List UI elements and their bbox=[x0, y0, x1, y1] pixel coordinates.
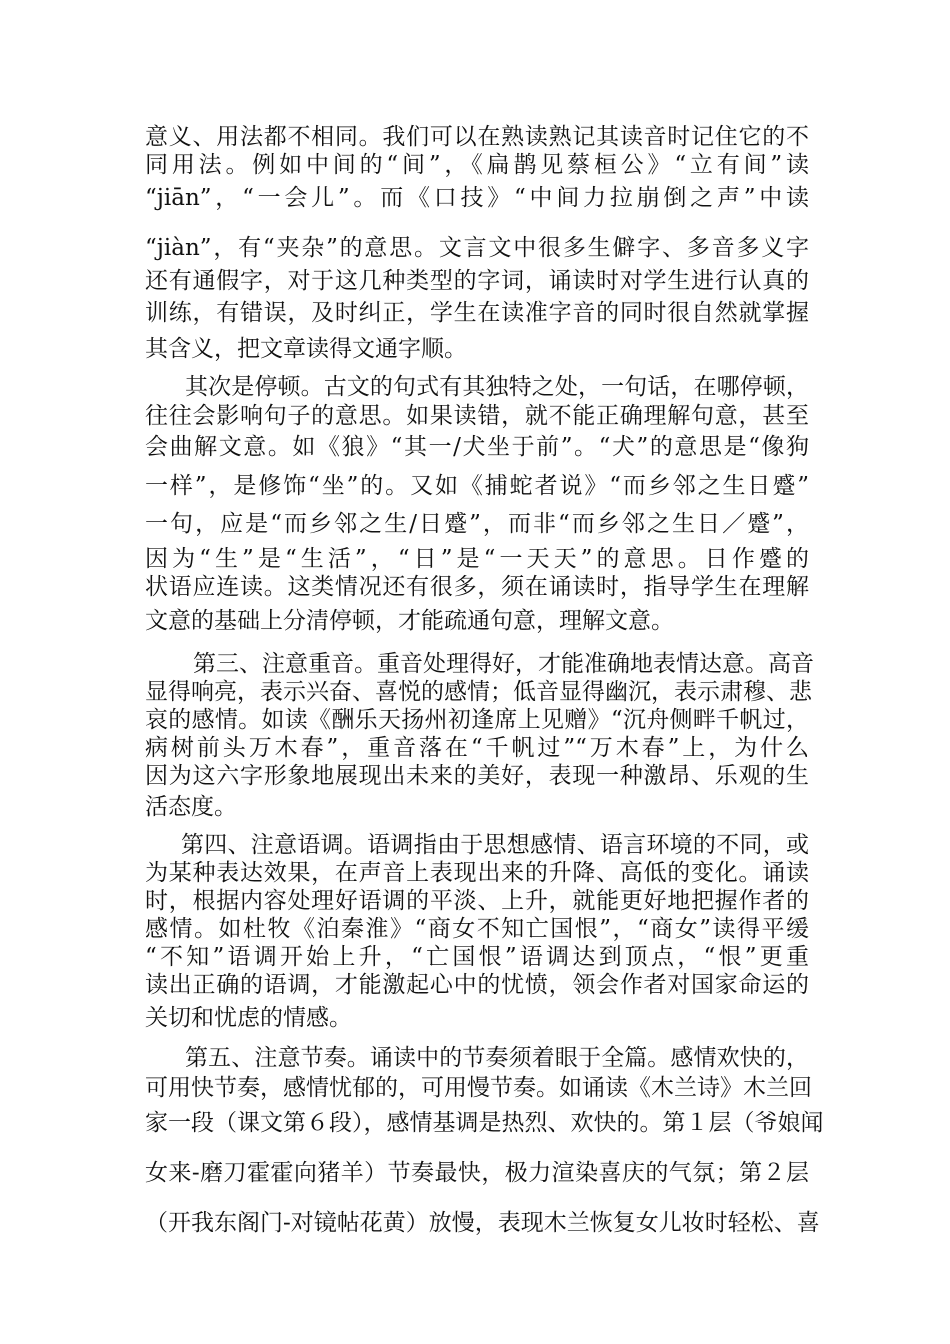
text-line: 感情。如杜牧《泊秦淮》“商女不知亡国恨”，“商女”读得平缓 bbox=[145, 916, 809, 942]
text-line: 时，根据内容处理好语调的平淡、上升，就能更好地把握作者的 bbox=[145, 888, 809, 914]
text-line: 因为“生”是“生活”，“日”是“一天天”的意思。日作蹙的 bbox=[145, 546, 809, 572]
paragraph-start-line: 第五、注意节奏。诵读中的节奏须着眼于全篇。感情欢快的， bbox=[185, 1045, 809, 1071]
text-line: 意义、用法都不相同。我们可以在熟读熟记其读音时记住它的不 bbox=[145, 124, 809, 150]
text-line: 显得响亮，表示兴奋、喜悦的感情；低音显得幽沉，表示肃穆、悲 bbox=[145, 679, 812, 705]
text-line: 还有通假字，对于这几种类型的字词，诵读时对学生进行认真的 bbox=[145, 268, 809, 294]
text-line: 为某种表达效果，在声音上表现出来的升降、高低的变化。诵读 bbox=[145, 860, 809, 886]
text-line: 哀的感情。如读《酬乐天扬州初逢席上见赠》“沉舟侧畔千帆过， bbox=[145, 707, 809, 733]
text-line: 会曲解文意。如《狼》“其一/犬坐于前”。“犬”的意思是“像狗 bbox=[145, 434, 809, 460]
text-line: （开我东阁门-对镜帖花黄）放慢，表现木兰恢复女儿妆时轻松、喜 bbox=[145, 1210, 820, 1236]
text-line: 同用法。例如中间的“间”，《扁鹊见蔡桓公》“立有间”读 bbox=[145, 152, 809, 178]
text-line: 可用快节奏，感情忧郁的，可用慢节奏。如诵读《木兰诗》木兰回 bbox=[145, 1075, 812, 1101]
text-line: 家一段（课文第６段），感情基调是热烈、欢快的。第１层（爷娘闻 bbox=[145, 1110, 824, 1136]
text-line: 文意的基础上分清停顿，才能疏通句意，理解文意。 bbox=[145, 608, 674, 634]
text-line: 活态度。 bbox=[145, 794, 237, 820]
text-line: “jiān”，“一会儿”。而《口技》“中间力拉崩倒之声”中读 bbox=[145, 185, 809, 211]
paragraph-start-line: 第三、注意重音。重音处理得好，才能准确地表情达意。高音 bbox=[193, 651, 814, 677]
paragraph-start-line: 第四、注意语调。语调指由于思想感情、语言环境的不同，或 bbox=[181, 832, 809, 858]
text-line: 读出正确的语调，才能激起心中的忧愤，领会作者对国家命运的 bbox=[145, 972, 809, 998]
text-line: “jiàn”，有“夹杂”的意思。文言文中很多生僻字、多音多义字 bbox=[145, 235, 809, 261]
text-line: 女来-磨刀霍霍向猪羊）节奏最快，极力渲染喜庆的气氛；第２层 bbox=[145, 1160, 809, 1186]
text-line: 往往会影响句子的意思。如果读错，就不能正确理解句意，甚至 bbox=[145, 403, 809, 429]
text-line: 因为这六字形象地展现出未来的美好，表现一种激昂、乐观的生 bbox=[145, 763, 809, 789]
text-line: 一样”，是修饰“坐”的。又如《捕蛇者说》“而乡邻之生日蹙” bbox=[145, 473, 809, 499]
text-line: 关切和忧虑的情感。 bbox=[145, 1005, 352, 1031]
text-line: 状语应连读。这类情况还有很多，须在诵读时，指导学生在理解 bbox=[145, 574, 809, 600]
text-line: 一句，应是“而乡邻之生/日蹙”，而非“而乡邻之生日／蹙”， bbox=[145, 511, 809, 537]
text-line: 其含义，把文章读得文通字顺。 bbox=[145, 336, 467, 362]
text-line: 训练，有错误，及时纠正，学生在读准字音的同时很自然就掌握 bbox=[145, 300, 809, 326]
text-line: 病树前头万木春”，重音落在“千帆过”“万木春”上，为什么 bbox=[145, 735, 809, 761]
text-line: “不知”语调开始上升，“亡国恨”语调达到顶点，“恨”更重 bbox=[145, 944, 809, 970]
paragraph-start-line: 其次是停顿。古文的句式有其独特之处，一句话，在哪停顿， bbox=[185, 374, 809, 400]
